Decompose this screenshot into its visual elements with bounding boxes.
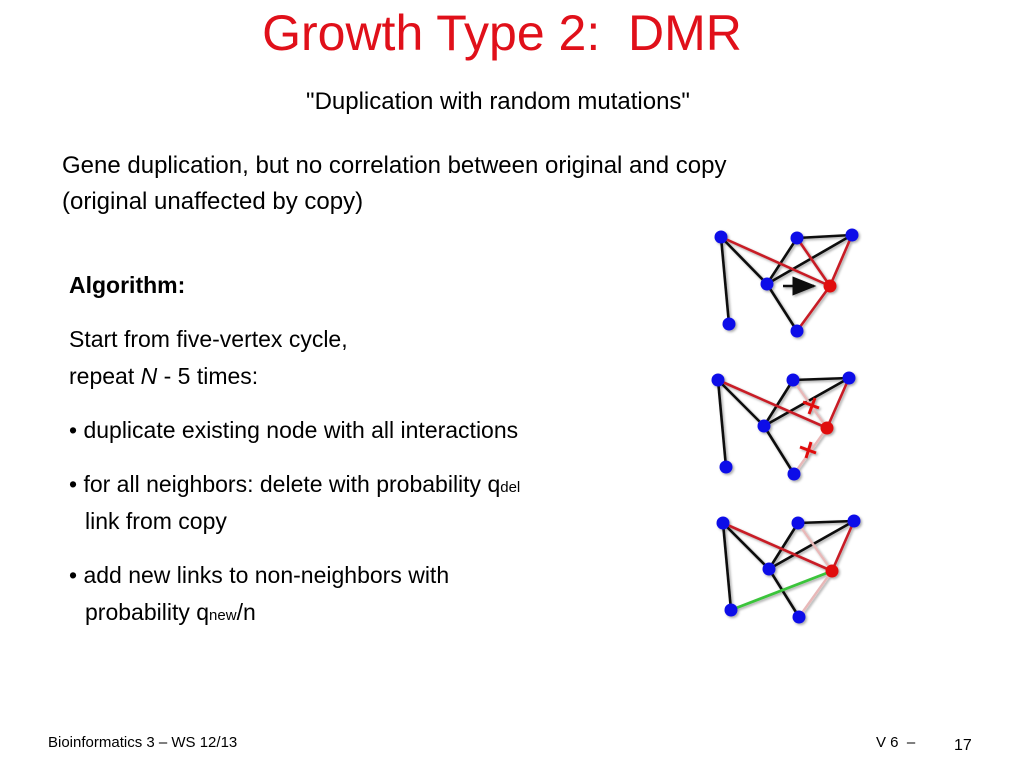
node-copy xyxy=(821,422,834,435)
node-original xyxy=(761,278,774,291)
node xyxy=(725,604,738,617)
node xyxy=(715,231,728,244)
slide-title: Growth Type 2: DMR xyxy=(262,5,742,61)
node xyxy=(843,372,856,385)
node xyxy=(788,468,801,481)
footer-version: V 6 – xyxy=(876,734,916,751)
node xyxy=(846,229,859,242)
diagram-delete-links xyxy=(712,372,856,481)
diagram-add-link xyxy=(717,515,861,624)
intro-line-2: (original unaffected by copy) xyxy=(62,188,364,215)
node xyxy=(720,461,733,474)
bullet-add-text: probability q xyxy=(85,599,210,625)
node-original xyxy=(763,563,776,576)
node xyxy=(723,318,736,331)
node xyxy=(717,517,730,530)
node-copy xyxy=(824,280,837,293)
q-del-subscript: del xyxy=(500,479,521,496)
node-copy xyxy=(826,565,839,578)
start-repeat-text: repeat xyxy=(69,363,141,389)
q-new-subscript: new xyxy=(209,607,237,624)
footer-course: Bioinformatics 3 – WS 12/13 xyxy=(48,734,238,751)
node xyxy=(787,374,800,387)
node-original xyxy=(758,420,771,433)
node xyxy=(791,325,804,338)
node xyxy=(792,517,805,530)
node xyxy=(791,232,804,245)
intro-line-1: Gene duplication, but no correlation between original and copy xyxy=(62,152,727,179)
algorithm-start-line-1: Start from five-vertex cycle, xyxy=(69,326,348,352)
bullet-delete-text: • for all neighbors: delete with probability q xyxy=(69,471,501,497)
slide-subtitle: "Duplication with random mutations" xyxy=(306,88,690,115)
start-repeat-count: - 5 times: xyxy=(157,363,259,389)
diagram-duplicate-node xyxy=(715,229,859,338)
bullet-add-line-1: • add new links to non-neighbors with xyxy=(69,562,450,588)
bullet-add-divisor: /n xyxy=(236,599,256,625)
node xyxy=(712,374,725,387)
bullet-duplicate: • duplicate existing node with all interactions xyxy=(69,417,519,443)
page-number: 17 xyxy=(954,737,972,754)
algorithm-heading: Algorithm: xyxy=(69,272,186,298)
bullet-delete-line-2: link from copy xyxy=(85,508,227,534)
start-repeat-variable: N xyxy=(140,363,158,389)
node xyxy=(848,515,861,528)
delete-mark-icon xyxy=(800,398,819,458)
node xyxy=(793,611,806,624)
